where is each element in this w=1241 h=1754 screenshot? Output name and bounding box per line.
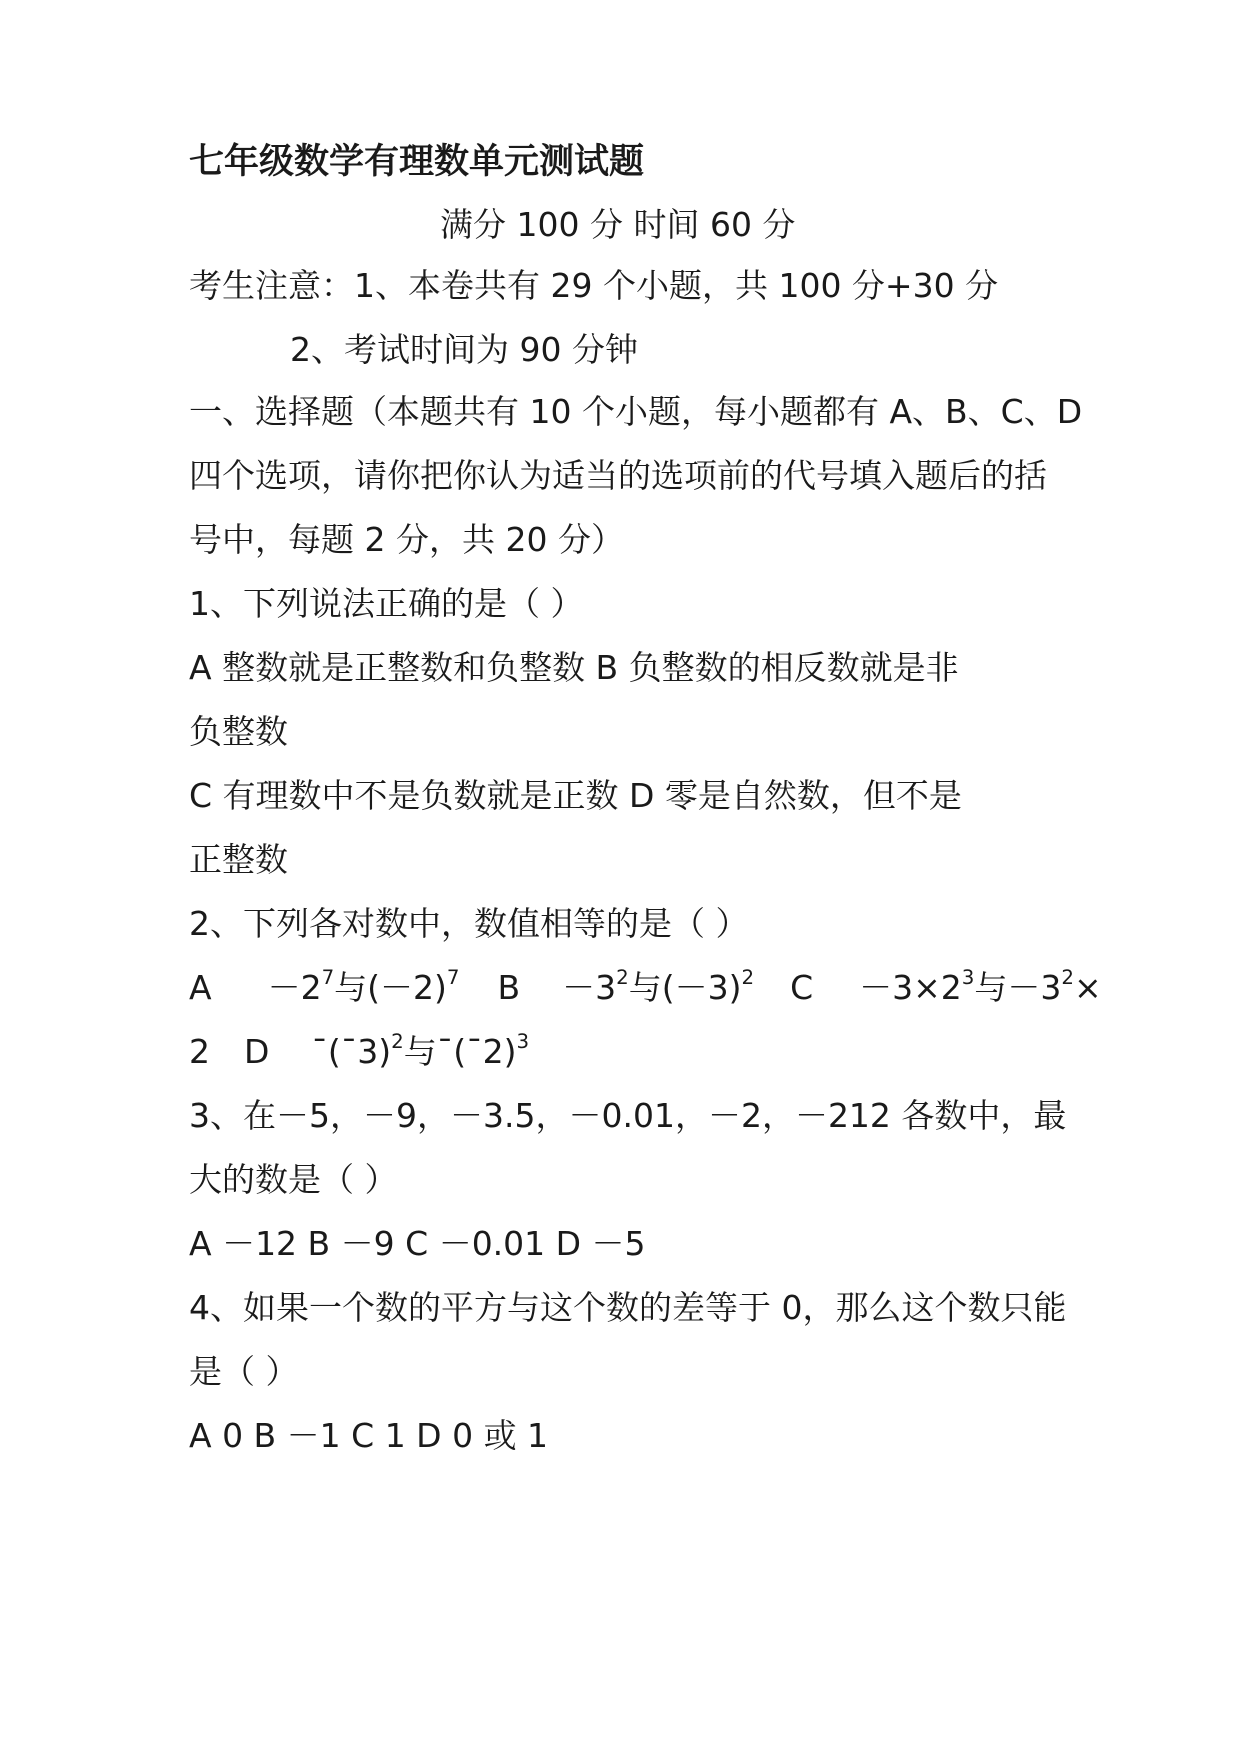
question-2-options-line-2 [189, 1032, 529, 1072]
option-d-middle: 与¯(¯2) [403, 1032, 517, 1071]
question-1-options-ab-cont: 负整数 [189, 712, 288, 751]
option-c-middle: 与－3 [974, 968, 1062, 1007]
option-b-base: －3 [562, 968, 617, 1007]
question-2-options-line-1 [189, 968, 1102, 1008]
option-b-exponent-1: 2 [616, 966, 629, 990]
option-d-exponent-1: 2 [391, 1030, 404, 1054]
option-a-exponent-1: 7 [321, 966, 335, 990]
option-a-base: －2 [267, 968, 322, 1007]
option-d-exponent-2: 3 [516, 1030, 530, 1054]
option-a-exponent-2: 7 [446, 966, 460, 990]
question-1-options-ab: A 整数就是正整数和负整数 B 负整数的相反数就是非 [189, 648, 959, 687]
question-4-stem-cont: 是（ ） [189, 1352, 299, 1391]
option-c-base: －3×2 [859, 968, 962, 1007]
option-c-exponent-1: 3 [961, 966, 975, 990]
option-a-middle: 与(－2) [334, 968, 447, 1007]
option-d-label: D [244, 1032, 270, 1071]
question-4-stem: 4、如果一个数的平方与这个数的差等于 0，那么这个数只能 [189, 1288, 1067, 1327]
page-title: 七年级数学有理数单元测试题 [189, 142, 645, 182]
question-3-stem: 3、在－5，－9，－3.5，－0.01，－2，－212 各数中，最 [189, 1096, 1067, 1135]
option-b-label: B [497, 968, 521, 1007]
option-c-label: C [790, 968, 814, 1007]
notice-line-1: 考生注意：1、本卷共有 29 个小题，共 100 分+30 分 [189, 266, 999, 305]
question-1-options-cd: C 有理数中不是负数就是正数 D 零是自然数，但不是 [189, 776, 962, 815]
notice-line-2: 2、考试时间为 90 分钟 [290, 330, 638, 369]
question-1-stem: 1、下列说法正确的是（ ） [189, 584, 584, 623]
option-b-middle: 与(－3) [628, 968, 742, 1007]
option-c-continuation: 2 [189, 1032, 210, 1071]
question-2-stem: 2、下列各对数中，数值相等的是（ ） [189, 904, 749, 943]
option-b-exponent-2: 2 [741, 966, 755, 990]
option-c-exponent-2: 2 [1061, 966, 1074, 990]
section-heading-line-2: 四个选项，请你把你认为适当的选项前的代号填入题后的括 [189, 456, 1047, 495]
option-d-base: ¯(¯3) [311, 1032, 392, 1071]
section-heading-line-3: 号中，每题 2 分，共 20 分） [189, 520, 624, 559]
question-3-options: A －12 B －9 C －0.01 D －5 [189, 1224, 646, 1263]
score-time-line: 满分 100 分 时间 60 分 [440, 205, 796, 244]
option-a-label: A [189, 968, 212, 1007]
option-c-tail: × [1073, 968, 1102, 1007]
section-heading-line-1: 一、选择题（本题共有 10 个小题，每小题都有 A、B、C、D [189, 392, 1083, 431]
question-1-options-cd-cont: 正整数 [189, 840, 288, 879]
question-3-stem-cont: 大的数是（ ） [189, 1160, 398, 1199]
question-4-options: A 0 B －1 C 1 D 0 或 1 [189, 1416, 549, 1455]
